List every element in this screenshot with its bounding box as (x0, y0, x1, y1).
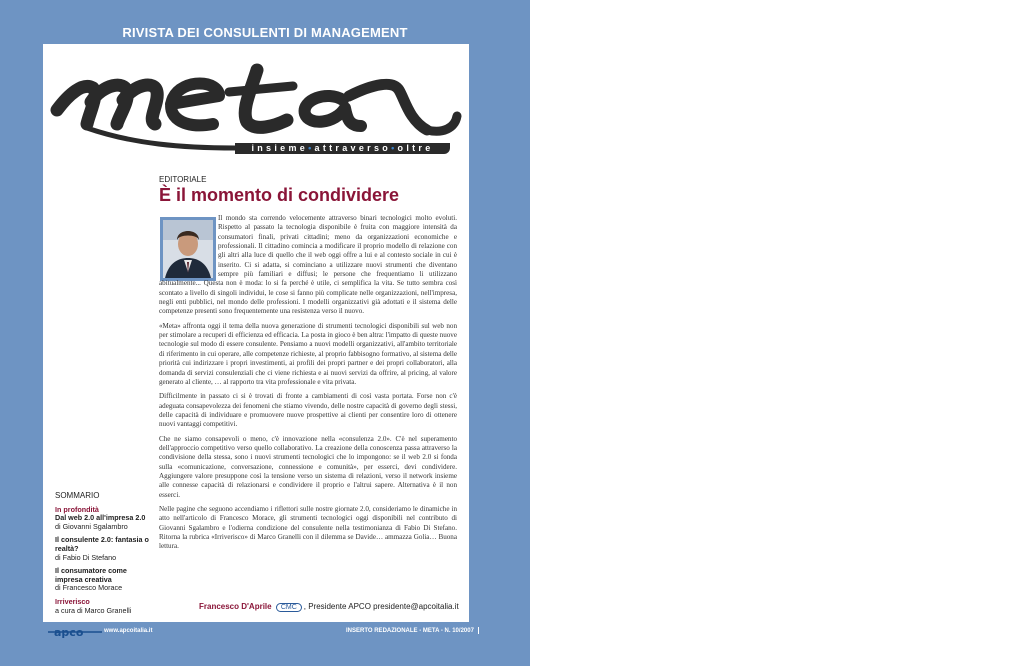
sommario-item-title: Dal web 2.0 all'impresa 2.0 (55, 513, 146, 523)
sommario-item-author: a cura di Marco Granelli (55, 605, 132, 615)
signature-email[interactable]: presidente@apcoitalia.it (373, 602, 459, 611)
footer-divider (478, 627, 479, 634)
section-label: EDITORIALE (159, 175, 207, 184)
sommario-item[interactable] (55, 506, 155, 532)
svg-text:apco: apco (54, 626, 84, 639)
paragraph: Il mondo sta correndo velocemente attraverso binari tecnologici molto evoluti. Rispetto al passato la tecnologia disponibile è fruita con maggiore intensità da consumatori finali, privati cittadini; meno da organizzazioni economiche e professionali. Il cittadino comincia a modificare il proprio modello di relazione con gli altri alla luce di quello che il web oggi offre a lui e al contesto sociale in cui è inserito. Ci si adatta, si cominciano a utilizzare nuovi strumenti che diventano sempre più familiari e diffusi; le persone che frequentiamo li utilizzano abitualmente... Questa non è moda: lo si fa perché è utile, ci semplifica la vita. Se tutto sembra così scontato a livello di singoli individui, le cose si fanno più complicate nelle organizzazioni, nell'impresa, negli enti pubblici, nel mondo delle professioni. I modelli organizzativi già adottati e il sistema delle competenze presenti sono frequentemente una resistenza verso il nuovo. (159, 214, 457, 316)
sommario-box (55, 492, 155, 620)
paragraph: Difficilmente in passato ci si è trovati di fronte a cambiamenti di così vasta portata. Forse non c'è adeguata consapevolezza dei fenomeni che stiamo vivendo, delle nostre capacità di governo degli stessi, delle capacità di individuare e promuovere nuove prospettive ai clienti per consentire loro di ottenere nuovi vantaggi competitivi. (159, 392, 457, 429)
paragraph: Nelle pagine che seguono accendiamo i riflettori sulle nostre giornate 2.0, consideriamo le dinamiche in atto nell'articolo di Francesco Morace, gli strumenti tecnologici oggi disponibili nel contributo di Giovanni Sgalambro e l'odierna condizione del consulente nella testimonianza di Fabio Di Stefano. Ritorna la rubrica «Irriverisco» di Marco Granelli con il dilemma se Davide… ammazza Golia… Buona lettura. (159, 504, 457, 551)
sommario-item-title: Il consumatore come impresa creativa (55, 566, 127, 584)
signature-role: Presidente APCO (308, 602, 371, 611)
article-body (159, 214, 457, 557)
footer-issue: INSERTO REDAZIONALE - META - N. 10/2007 (346, 628, 474, 634)
sommario-item-title: Il consulente 2.0: fantasia o realtà? (55, 535, 149, 553)
sommario-item-author: di Giovanni Sgalambro (55, 521, 128, 531)
signature-name: Francesco D'Aprile (199, 602, 272, 611)
sommario-item-author: di Fabio Di Stefano (55, 552, 117, 562)
sommario-item[interactable] (55, 536, 155, 562)
magazine-subtitle: RIVISTA DEI CONSULENTI DI MANAGEMENT (122, 25, 408, 40)
paragraph: Che ne siamo consapevoli o meno, c'è innovazione nella «consulenza 2.0». C'è nel superamento dell'approccio competitivo verso quello collaborativo. La creazione della conoscenza passa attraverso la condivisione della stessa, sono i nuovi strumenti tecnologici che lo impongono: se il web 2.0 si fonda sulla «comunicazione, conversazione, connessione e comunità», per esserci, devi condividere. Aggiungere valore presuppone così la tensione verso un sistema di relazioni, verso il network insieme alle connesse capacità di relazionarsi e condividere il proprio e l'altrui sapere. Alternativa è il non esserci. (159, 434, 457, 499)
article-title: È il momento di condividere (159, 185, 400, 205)
sommario-item[interactable] (55, 567, 155, 593)
signature: Francesco D'Aprile CMC , Presidente APCO presidente@apcoitalia.it (199, 602, 459, 611)
sommario-item-author: di Francesco Morace (55, 583, 123, 593)
sommario-item[interactable] (55, 598, 155, 615)
paragraph: «Meta» affronta oggi il tema della nuova generazione di strumenti tecnologici disponibili sul web non per stimolare a recuperi di efficienza ed efficacia. La posta in gioco è ben altra: l'impatto di queste nuove tecnologie sul modo di essere consulente. Pensiamo a nuovi modelli organizzativi, all'ambito territoriale di riferimento in cui operare, alle competenze richieste, al proprio fabbisogno formativo, al sistema delle priorità cui indirizzare i propri investimenti, ai profili dei propri partner e dei propri collaboratori, alla domanda di servizi consulenziali che ci viene richiesta e ai nuovi servizi da offrire, al pricing, al valore generato al cliente, … al rapporto tra vita professionale e vita privata. (159, 321, 457, 386)
sommario-category: Irriverisco (55, 596, 90, 606)
apco-logo (48, 625, 102, 639)
cmc-badge: CMC (276, 603, 302, 612)
footer-url[interactable]: www.apcoitalia.it (104, 628, 153, 634)
sommario-category: In profondità (55, 504, 99, 514)
page-sheet (43, 44, 469, 622)
sommario-title: SOMMARIO (55, 491, 100, 500)
logo-tagline: insieme•attraverso•oltre (235, 143, 450, 154)
meta-logo (43, 44, 469, 156)
